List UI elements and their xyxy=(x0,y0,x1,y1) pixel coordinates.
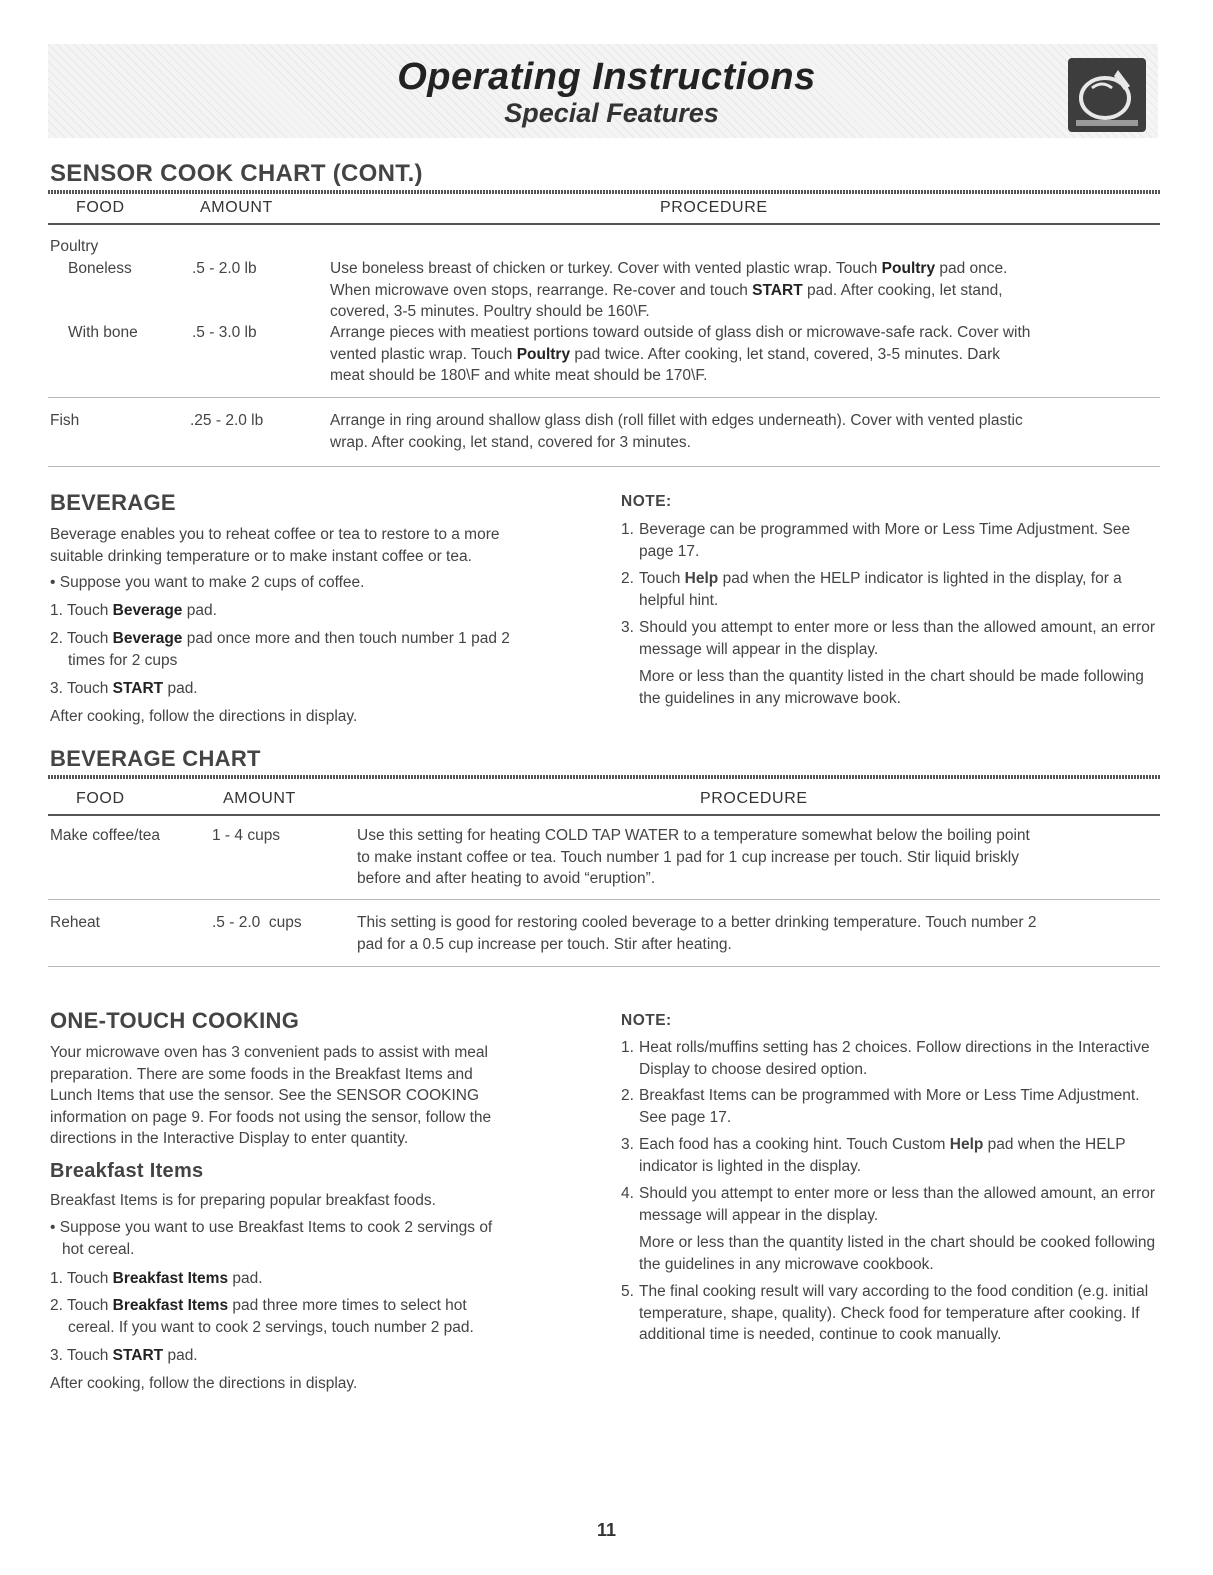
poultry-label: Poultry xyxy=(50,238,99,255)
boneless-food: Boneless xyxy=(68,260,132,277)
sensor-col-food: FOOD xyxy=(76,199,125,216)
beverage-note-1: 1. Beverage can be programmed with More or Less Time Adjustment. See page 17. xyxy=(621,521,1131,560)
sensor-chart-top-rule xyxy=(48,190,1160,194)
beverage-chart-bottom-rule xyxy=(48,966,1160,967)
one-touch-note-3: 3. Each food has a cooking hint. Touch Custom Help pad when the HELP indicator is lighted in the display. xyxy=(621,1136,1126,1175)
page-title: Operating Instructions xyxy=(397,56,816,98)
sensor-chart-header-rule xyxy=(48,223,1160,225)
beverage-note-head: NOTE: xyxy=(621,493,672,510)
beverage-after: After cooking, follow the directions in display. xyxy=(50,708,358,725)
beverage-note-3: 3. Should you attempt to enter more or less than the allowed amount, an error message will appear in the display. xyxy=(621,619,1156,658)
beverage-col-procedure: PROCEDURE xyxy=(700,790,808,807)
boneless-procedure: Use boneless breast of chicken or turkey. Cover with vented plastic wrap. Touch Poultry pad once. When microwave oven stops, rearrange. Re-cover and touch START pad. After cooking, let stand, covered, 3-5 minutes. Poultry should be 160\F. xyxy=(330,260,1008,320)
one-touch-intro: Your microwave oven has 3 convenient pads to assist with meal preparation. There are some foods in the Breakfast Items and Lunch Items that use the sensor. See the SENSOR COOKING information on page 9. For foods not using the sensor, follow the directions in the Interactive Display to enter quantity. xyxy=(50,1044,492,1147)
page-subtitle: Special Features xyxy=(504,98,719,128)
sensor-row-divider xyxy=(48,397,1160,398)
beverage-suppose: • Suppose you want to make 2 cups of coffee. xyxy=(50,574,365,591)
sensor-chart-bottom-rule xyxy=(48,466,1160,467)
make-coffee-amount: 1 - 4 cups xyxy=(212,827,281,844)
withbone-food: With bone xyxy=(68,324,138,341)
beverage-note-3-more: More or less than the quantity listed in the chart should be made following the guidelines in any microwave book. xyxy=(639,668,1144,707)
beverage-step-1: 1. Touch Beverage pad. xyxy=(50,602,217,619)
beverage-step-2: 2. Touch Beverage pad once more and then touch number 1 pad 2 times for 2 cups xyxy=(50,630,510,669)
beverage-intro: Beverage enables you to reheat coffee or tea to restore to a more suitable drinking temperature or to make instant coffee or tea. xyxy=(50,526,500,565)
breakfast-intro: Breakfast Items is for preparing popular breakfast foods. xyxy=(50,1192,436,1209)
one-touch-note-2: 2. Breakfast Items can be programmed with More or Less Time Adjustment. See page 17. xyxy=(621,1087,1140,1126)
withbone-procedure: Arrange pieces with meatiest portions toward outside of glass dish or microwave-safe rack. Cover with vented plastic wrap. Touch Poultry pad twice. After cooking, let stand, covered, 3-5 minutes. Dark meat should be 180\F and white meat should be 170\F. xyxy=(330,324,1031,384)
beverage-chart-header-rule xyxy=(48,814,1160,816)
breakfast-step-1: 1. Touch Breakfast Items pad. xyxy=(50,1270,263,1287)
microwave-dish-icon xyxy=(1068,58,1146,132)
breakfast-items-title: Breakfast Items xyxy=(50,1160,204,1182)
beverage-chart-top-rule xyxy=(48,775,1160,779)
sensor-col-amount: AMOUNT xyxy=(200,199,273,216)
sensor-chart-title: SENSOR COOK CHART (CONT.) xyxy=(50,160,423,187)
breakfast-after: After cooking, follow the directions in display. xyxy=(50,1375,358,1392)
one-touch-note-1: 1. Heat rolls/muffins setting has 2 choices. Follow directions in the Interactive Display to choose desired option. xyxy=(621,1039,1150,1078)
one-touch-title: ONE-TOUCH COOKING xyxy=(50,1008,300,1033)
page-number: 11 xyxy=(596,1520,617,1540)
withbone-amount: .5 - 3.0 lb xyxy=(192,324,257,341)
make-coffee-procedure: Use this setting for heating COLD TAP WATER to a temperature somewhat below the boiling point to make instant coffee or tea. Touch number 1 pad for 1 cup increase per touch. Stir liquid briskly before and after heating to avoid “eruption”. xyxy=(357,827,1030,887)
reheat-amount: .5 - 2.0 cups xyxy=(212,914,302,931)
one-touch-note-head: NOTE: xyxy=(621,1012,672,1029)
make-coffee-food: Make coffee/tea xyxy=(50,827,161,844)
one-touch-note-4-more: More or less than the quantity listed in the chart should be cooked following the guidelines in any microwave cookbook. xyxy=(639,1234,1156,1273)
fish-procedure: Arrange in ring around shallow glass dish (roll fillet with edges underneath). Cover with vented plastic wrap. After cooking, let stand, covered for 3 minutes. xyxy=(330,412,1023,451)
beverage-title: BEVERAGE xyxy=(50,490,176,515)
beverage-step-3: 3. Touch START pad. xyxy=(50,680,198,697)
breakfast-step-2: 2. Touch Breakfast Items pad three more times to select hot cereal. If you want to cook 2 servings, touch number 2 pad. xyxy=(50,1297,474,1336)
beverage-col-amount: AMOUNT xyxy=(223,790,296,807)
one-touch-note-5: 5. The final cooking result will vary according to the food condition (e.g. initial temperature, shape, quality). Check food for temperature after cooking. If additional time is needed, continue to cook manually. xyxy=(621,1283,1149,1343)
breakfast-step-3: 3. Touch START pad. xyxy=(50,1347,198,1364)
fish-food: Fish xyxy=(50,412,80,429)
beverage-row-divider xyxy=(48,899,1160,900)
one-touch-note-4: 4. Should you attempt to enter more or less than the allowed amount, an error message will appear in the display. xyxy=(621,1185,1156,1224)
beverage-col-food: FOOD xyxy=(76,790,125,807)
beverage-chart-title: BEVERAGE CHART xyxy=(50,746,261,771)
fish-amount: .25 - 2.0 lb xyxy=(190,412,264,429)
breakfast-suppose: • Suppose you want to use Breakfast Items to cook 2 servings of hot cereal. xyxy=(50,1219,493,1258)
beverage-note-2: 2. Touch Help pad when the HELP indicator is lighted in the display, for a helpful hint. xyxy=(621,570,1122,609)
reheat-food: Reheat xyxy=(50,914,100,931)
reheat-procedure: This setting is good for restoring cooled beverage to a better drinking temperature. Touch number 2 pad for a 0.5 cup increase per touch. Stir after heating. xyxy=(357,914,1037,953)
boneless-amount: .5 - 2.0 lb xyxy=(192,260,257,277)
sensor-col-procedure: PROCEDURE xyxy=(660,199,768,216)
